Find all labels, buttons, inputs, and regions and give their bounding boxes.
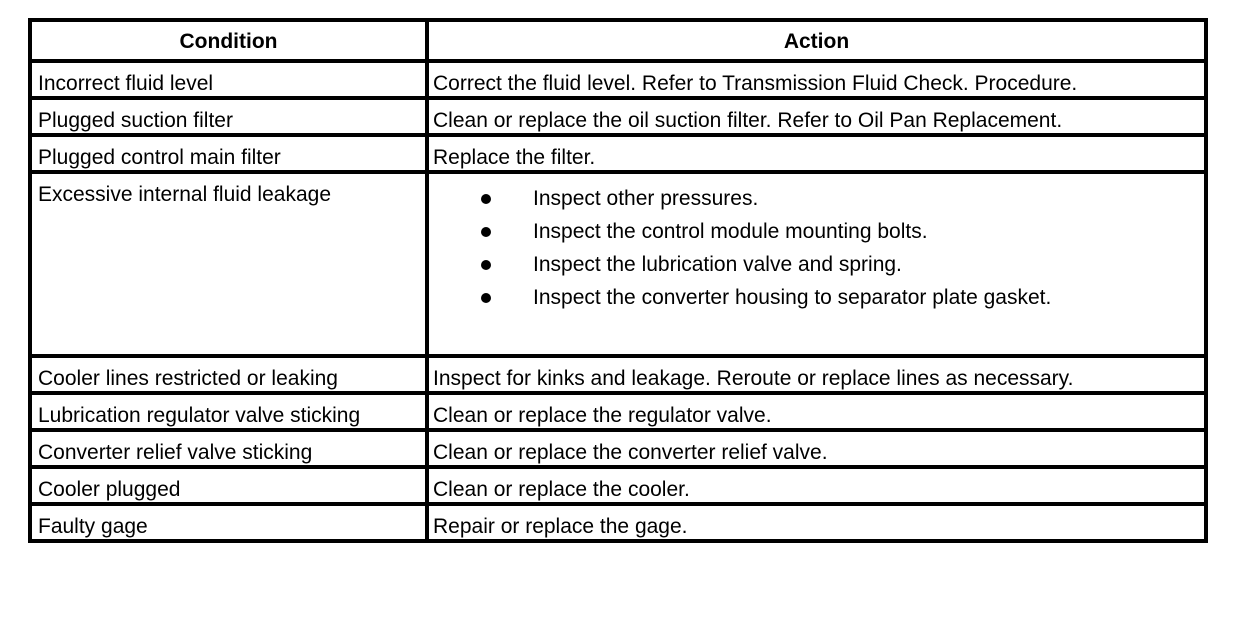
bullet-dot-icon — [481, 260, 491, 270]
bullet-text: Inspect the control module mounting bolts. — [533, 220, 928, 243]
condition-action-table — [28, 18, 1208, 543]
bullet-item — [481, 286, 1198, 319]
bullet-text: Inspect the converter housing to separator plate gasket. — [533, 286, 1052, 309]
condition-cell: Plugged suction filter — [30, 98, 427, 135]
table-row — [30, 98, 1206, 135]
bullet-text: Inspect the lubrication valve and spring. — [533, 253, 902, 276]
bullet-dot-icon — [481, 227, 491, 237]
table-row — [30, 393, 1206, 430]
action-cell: Clean or replace the regulator valve. — [427, 393, 1206, 430]
action-cell: Correct the fluid level. Refer to Transmission Fluid Check. Procedure. — [427, 61, 1206, 98]
bullet-text: Inspect other pressures. — [533, 187, 759, 210]
table-row — [30, 172, 1206, 356]
action-cell: Repair or replace the gage. — [427, 504, 1206, 541]
condition-cell: Excessive internal fluid leakage — [30, 172, 427, 356]
table-row — [30, 504, 1206, 541]
table-row — [30, 135, 1206, 172]
table-row — [30, 356, 1206, 393]
bullet-item — [481, 187, 1198, 220]
action-cell: Clean or replace the converter relief valve. — [427, 430, 1206, 467]
table-row — [30, 430, 1206, 467]
troubleshooting-table-wrapper — [28, 18, 1204, 543]
condition-cell: Converter relief valve sticking — [30, 430, 427, 467]
bullet-item — [481, 253, 1198, 286]
bullet-dot-icon — [481, 293, 491, 303]
bullet-item — [481, 220, 1198, 253]
action-cell: Clean or replace the cooler. — [427, 467, 1206, 504]
action-bullet-list — [433, 183, 1198, 319]
header-action: Action — [427, 20, 1206, 61]
bullet-dot-icon — [481, 194, 491, 204]
condition-cell: Plugged control main filter — [30, 135, 427, 172]
condition-cell: Cooler lines restricted or leaking — [30, 356, 427, 393]
condition-cell: Cooler plugged — [30, 467, 427, 504]
condition-cell: Faulty gage — [30, 504, 427, 541]
action-cell: Inspect for kinks and leakage. Reroute or replace lines as necessary. — [427, 356, 1206, 393]
action-cell: Clean or replace the oil suction filter. Refer to Oil Pan Replacement. — [427, 98, 1206, 135]
condition-cell: Lubrication regulator valve sticking — [30, 393, 427, 430]
table-header-row — [30, 20, 1206, 61]
table-row — [30, 467, 1206, 504]
condition-cell: Incorrect fluid level — [30, 61, 427, 98]
table-row — [30, 61, 1206, 98]
action-cell: Replace the filter. — [427, 135, 1206, 172]
header-condition: Condition — [30, 20, 427, 61]
action-cell-bulleted — [427, 172, 1206, 356]
